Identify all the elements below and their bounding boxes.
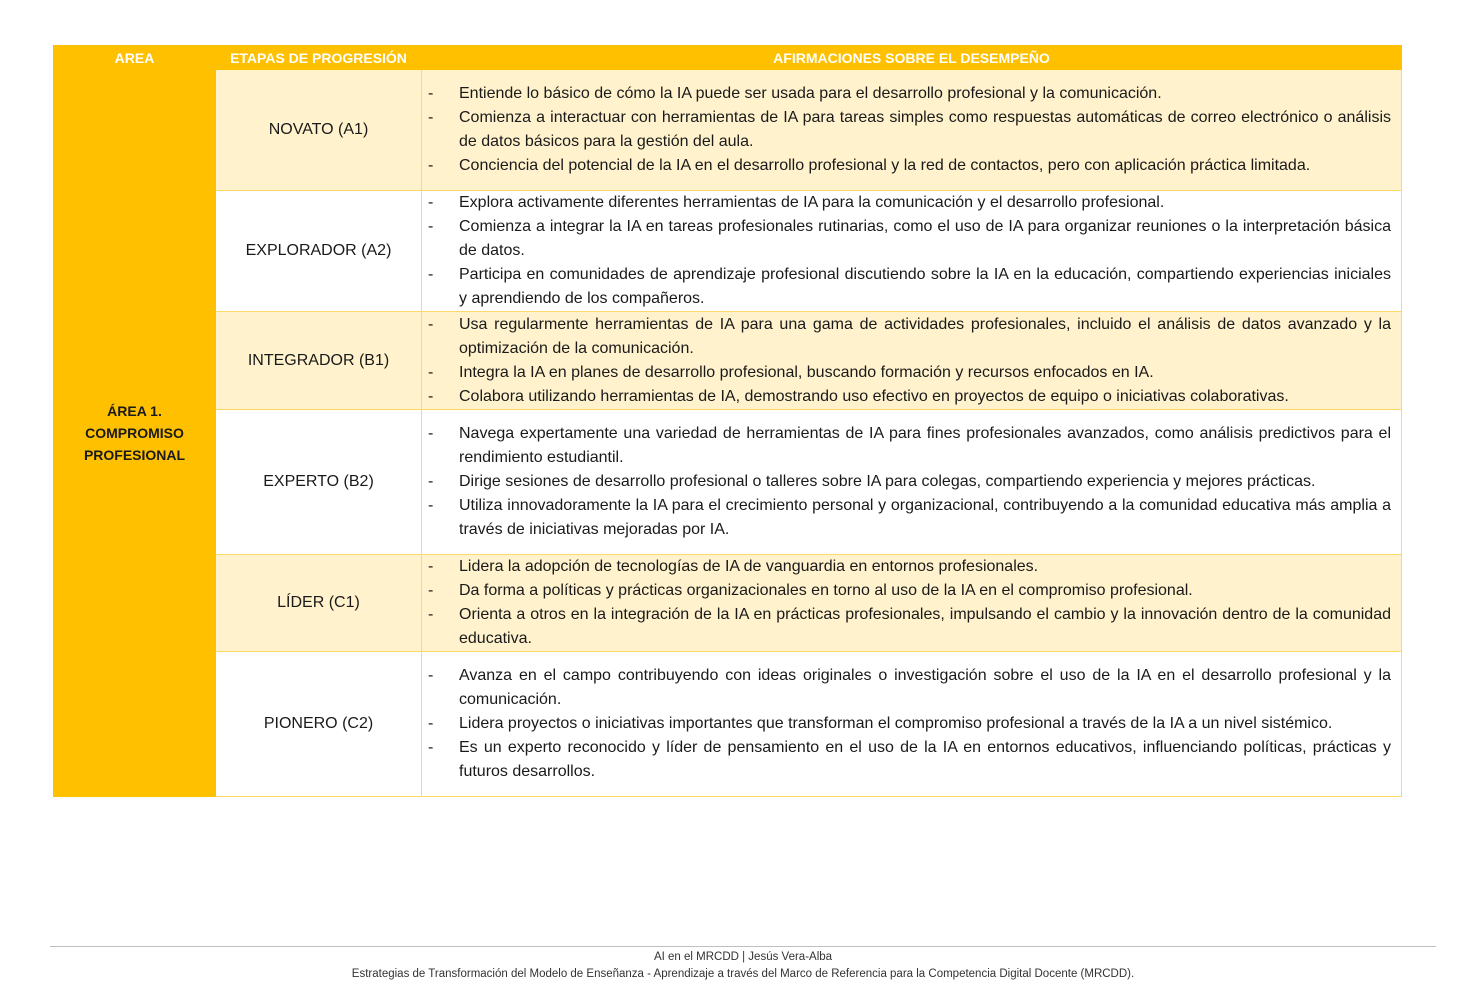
header-row	[54, 46, 1402, 70]
list-item: - Comienza a interactuar con herramientas de IA para tareas simples como respuestas automáticas de correo electrónico o análisis de datos básicos para la gestión del aula.	[428, 109, 1391, 150]
list-item: - Navega expertamente una variedad de herramientas de IA para fines profesionales avanzados, como análisis predictivos para el rendimiento estudiantil.	[428, 425, 1391, 466]
statements-cell	[422, 191, 1402, 312]
list-item: - Conciencia del potencial de la IA en el desarrollo profesional y la red de contactos, pero con aplicación práctica limitada.	[428, 157, 1311, 174]
footer-title: Estrategias de Transformación del Modelo de Enseñanza - Aprendizaje a través del Marco de Referencia para la Competencia Digital Docente (MRCDD).	[351, 968, 1135, 980]
area-line: ÁREA 1.	[107, 403, 162, 419]
table-row	[54, 191, 1402, 312]
stage-cell: LÍDER (C1)	[216, 555, 422, 652]
stage-cell: EXPLORADOR (A2)	[216, 191, 422, 312]
stage-cell: INTEGRADOR (B1)	[216, 312, 422, 410]
competency-table	[53, 45, 1402, 797]
statements-cell	[422, 652, 1402, 797]
footer-author: AI en el MRCDD | Jesús Vera-Alba	[653, 951, 833, 963]
header-stages: ETAPAS DE PROGRESIÓN	[216, 46, 422, 70]
list-item: - Dirige sesiones de desarrollo profesional o talleres sobre IA para colegas, compartiendo experiencia y mejores prácticas.	[428, 473, 1316, 490]
list-item: - Explora activamente diferentes herramientas de IA para la comunicación y el desarrollo profesional.	[428, 194, 1165, 211]
area-cell	[54, 70, 216, 797]
list-item: - Lidera la adopción de tecnologías de IA de vanguardia en entornos profesionales.	[428, 558, 1039, 575]
list-item: - Avanza en el campo contribuyendo con ideas originales o investigación sobre el uso de la IA en el desarrollo profesional y la comunicación.	[428, 667, 1391, 708]
list-item: - Orienta a otros en la integración de la IA en prácticas profesionales, impulsando el cambio y la innovación dentro de la comunidad educativa.	[428, 606, 1391, 647]
list-item: - Colabora utilizando herramientas de IA, demostrando uso efectivo en proyectos de equipo o iniciativas colaborativas.	[428, 387, 1289, 405]
list-item: - Da forma a políticas y prácticas organizacionales en torno al uso de la IA en el compromiso profesional.	[428, 582, 1193, 599]
list-item: - Comienza a integrar la IA en tareas profesionales rutinarias, como el uso de IA para organizar reuniones o la interpretación básica de datos.	[428, 218, 1391, 259]
list-item: - Utiliza innovadoramente la IA para el crecimiento personal y organizacional, contribuyendo a la comunidad educativa más amplia a través de iniciativas mejoradas por IA.	[428, 497, 1391, 538]
list-item: - Entiende lo básico de cómo la IA puede ser usada para el desarrollo profesional y la comunicación.	[428, 85, 1162, 102]
header-statements: AFIRMACIONES SOBRE EL DESEMPEÑO	[422, 46, 1402, 70]
area-line: COMPROMISO	[85, 425, 184, 441]
footer-divider	[50, 946, 1436, 947]
table-row	[54, 652, 1402, 797]
statements-cell	[422, 410, 1402, 555]
stage-cell: PIONERO (C2)	[216, 652, 422, 797]
table-row	[54, 312, 1402, 410]
table-row	[54, 70, 1402, 191]
table-row	[54, 555, 1402, 652]
list-item: - Participa en comunidades de aprendizaje profesional discutiendo sobre la IA en la educación, compartiendo experiencias iniciales y aprendiendo de los compañeros.	[428, 266, 1391, 307]
statements-cell	[422, 555, 1402, 652]
statements-cell	[422, 312, 1402, 410]
list-item: - Lidera proyectos o iniciativas importantes que transforman el compromiso profesional a través de la IA a un nivel sistémico.	[428, 715, 1333, 732]
area-line: PROFESIONAL	[83, 447, 186, 463]
list-item: - Integra la IA en planes de desarrollo profesional, buscando formación y recursos enfocados en IA.	[428, 363, 1154, 381]
table-row	[54, 410, 1402, 555]
statements-cell	[422, 70, 1402, 191]
list-item: - Es un experto reconocido y líder de pensamiento en el uso de la IA en entornos educativos, influenciando políticas, prácticas y futuros desarrollos.	[428, 739, 1391, 780]
list-item: - Usa regularmente herramientas de IA para una gama de actividades profesionales, incluido el análisis de datos avanzado y la optimización de la comunicación.	[428, 315, 1391, 357]
stage-cell: EXPERTO (B2)	[216, 410, 422, 555]
stage-cell: NOVATO (A1)	[216, 70, 422, 191]
header-area: AREA	[54, 46, 216, 70]
